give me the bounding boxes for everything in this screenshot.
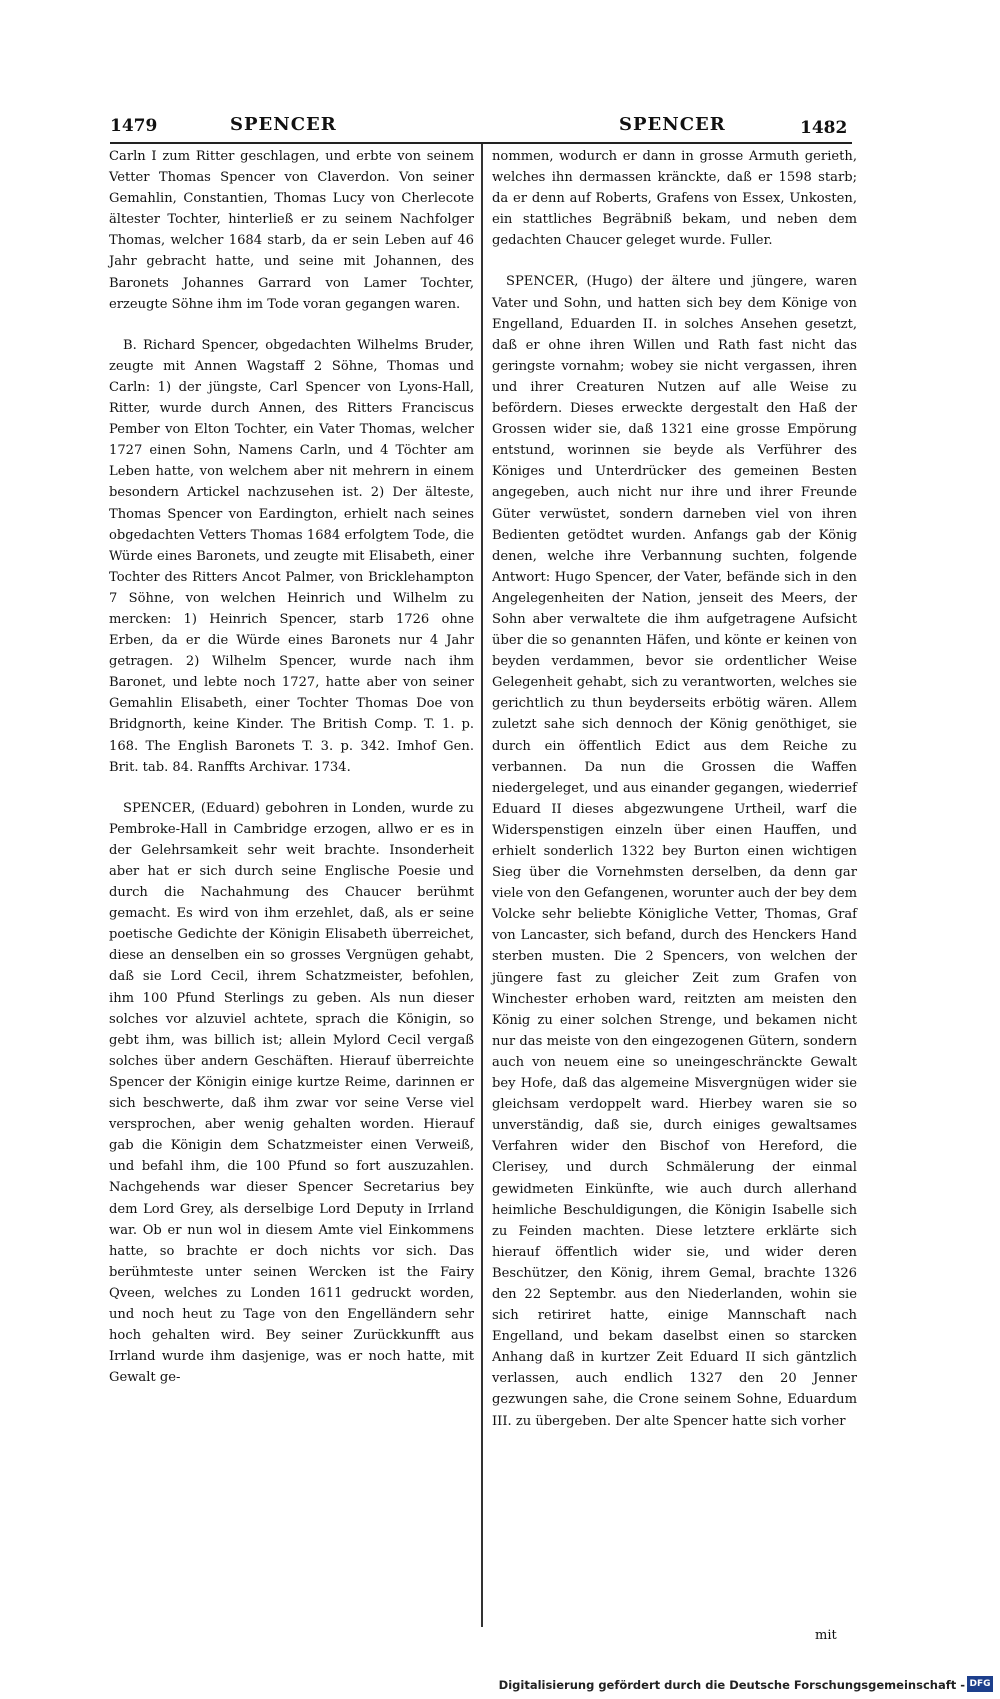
left-running-head: SPENCER (230, 114, 337, 135)
dfg-logo: DFG (967, 1676, 993, 1692)
right-column-paragraph-2: SPENCER, (Hugo) der ältere und jüngere, waren Vater und Sohn, und hatten sich bey dem Könige von Engelland, Eduarden II. in solches Ansehen gesetzt, daß er ohne ihren Willen und Rath fast nicht das geringste vornahm; wobey sie nicht vergassen, ihren und ihrer Creaturen Nutzen auf alle Weise zu befördern. Dieses erweckte dergestalt den Haß der Grossen wider sie, daß 1321 eine grosse Empörung entstund, worinnen sie beyde als Verführer des Königes und Unterdrücker des gemeinen Besten angegeben, auch nicht nur ihre und ihrer Freunde Güter verwüstet, sondern darneben viel von ihren Bedienten getödtet wurden. Anfangs gab der König denen, welche ihre Verbannung suchten, folgende Antwort: Hugo Spencer, der Vater, befände sich in den Angelegenheiten der Nation, jenseit des Meers, der Sohn aber verwaltete die ihm aufgetragene Aufsicht über die so genannten Häfen, und könte er keinen von beyden verdammen, bevor sie ordentlicher Weise Gelegenheit gehabt, sich zu verantworten, welches sie gerichtlich zu thun beyderseits erbötig wären. Allem zuletzt sahe sich dennoch der König genöthiget, sie durch ein öffentlich Edict aus dem Reiche zu verbannen. Da nun die Grossen die Waffen niedergeleget, und aus einander gegangen, wiederrief Eduard II dieses abgezwungene Urtheil, warf die Widerspenstigen einzeln über einen Hauffen, und erhielt sonderlich 1322 bey Burton einen wichtigen Sieg über die Vornehmsten derselben, da denn gar viele von den Gefangenen, worunter auch der bey dem Volcke sehr beliebte Königliche Vetter, Thomas, Graf von Lancaster, sich befand, durch des Henckers Hand sterben musten. Die 2 Spencers, von welchen der jüngere fast zu gleicher Zeit zum Grafen von Winchester erhoben ward, reitzten am meisten den König zu einer solchen Strenge, und bekamen nicht nur das meiste von den eingezogenen Gütern, sondern auch von neuem eine so uneingeschränckte Gewalt bey Hofe, daß das algemeine Misvergnügen wider sie gleichsam verdoppelt ward. Hierbey waren sie so unverständig, daß sie, durch einiges gewaltsames Verfahren wider den Bischof von Hereford, die Clerisey, und durch Schmälerung der einmal gewidmeten Einkünfte, wie auch durch allerhand heimliche Beschuldigungen, die Königin Isabelle sich zu Feinden machten. Diese letztere erklärte sich hierauf öffentlich wider sie, und wider deren Beschützer, den König, ihrem Gemal, brachte 1326 den 22 Septembr. aus den Niederlanden, wohin sie sich retiriret hatte, einige Mannschaft nach Engelland, und bekam daselbst einen so starcken Anhang daß in kurtzer Zeit Eduard II sich gäntzlich verlassen, auch endlich 1327 den 20 Jenner gezwungen sahe, die Crone seinem Sohne, Eduardum III. zu übergeben. Der alte Spencer hatte sich vorher (492, 274, 858, 1429)
left-column-paragraph-3: SPENCER, (Eduard) gebohren in Londen, wurde zu Pembroke-Hall in Cambridge erzogen, allwo er es in der Gelehrsamkeit sehr weit brachte. Insonderheit aber hat er sich durch seine Englische Poesie und durch die Nachahmung des Chaucer berühmt gemacht. Es wird von ihm erzehlet, daß, als er seine poetische Gedichte der Königin Elisabeth überreichet, diese an denselben ein so grosses Vergnügen gehabt, daß sie Lord Cecil, ihrem Schatzmeister, befohlen, ihm 100 Pfund Sterlings zu geben. Als nun dieser solches vor alzuviel achtete, sprach die Königin, so gebt ihm, was billich ist; allein Mylord Cecil vergaß solches über andern Geschäften. Hierauf überreichte Spencer der Königin einige kurtze Reime, darinnen er sich beschwerte, daß ihm zwar vor seine Verse viel versprochen, aber wenig gehalten worden. Hierauf gab die Königin dem Schatzmeister einen Verweiß, und befahl ihm, die 100 Pfund so fort auszuzahlen. Nachgehends war dieser Spencer Secretarius bey dem Lord Grey, als derselbige Lord Deputy in Irrland war. Ob er nun wol in diesem Amte viel Einkommens hatte, so brachte er doch nichts vor sich. Das berühmteste unter seinen Wercken ist the Fairy Qveen, welches zu Londen 1611 gedruckt worden, und noch heut zu Tage von den Engelländern sehr hoch gehalten wird. Bey seiner Zurückkunfft aus Irrland wurde ihm dasjenige, was er noch hatte, mit Gewalt ge- (109, 800, 474, 1386)
footer (498, 1676, 993, 1694)
column-divider (481, 144, 483, 1627)
page-header (110, 112, 870, 140)
left-column (109, 146, 474, 1388)
left-column-paragraph-1: Carln I zum Ritter geschlagen, und erbte von seinem Vetter Thomas Spencer von Claverdon. Von seiner Gemahlin, Constantien, Thomas Lucy von Cherlecote ältester Tochter, hinterließ er zu seinem Nachfolger Thomas, welcher 1684 starb, da er sein Leben auf 46 Jahr gebracht hatte, und seine mit Johannen, des Baronets Johannes Garrard von Lamer Tochter, erzeugte Söhne ihm im Tode voran gegangen waren. (109, 149, 474, 312)
left-column-paragraph-2: B. Richard Spencer, obgedachten Wilhelms Bruder, zeugte mit Annen Wagstaff 2 Söhne, Thomas und Carln: 1) der jüngste, Carl Spencer von Lyons-Hall, Ritter, wurde durch Annen, des Ritters Franciscus Pember von Elton Tochter, ein Vater Thomas, welcher 1727 einen Sohn, Namens Carln, und 4 Töchter am Leben hatte, von welchem aber nit mehrern in einem besondern Artickel nachzusehen ist. 2) Der älteste, Thomas Spencer von Eardington, erhielt nach seines obgedachten Vetters Thomas 1684 erfolgtem Tode, die Würde eines Baronets, und zeugte mit Elisabeth, einer Tochter des Ritters Ancot Palmer, von Bricklehampton 7 Söhne, von welchen Heinrich und Wilhelm zu mercken: 1) Heinrich Spencer, starb 1726 ohne Erben, da er die Würde eines Baronets nur 4 Jahr getragen. 2) Wilhelm Spencer, wurde nach ihm Baronet, und lebte noch 1727, hatte aber von seiner Gemahlin Elisabeth, einer Tochter Thomas Doe von Bridgnorth, keine Kinder. The British Comp. T. 1. p. 168. The English Baronets T. 3. p. 342. Imhof Gen. Brit. tab. 84. Ranffts Archivar. 1734. (109, 337, 474, 775)
right-column-paragraph-1: nommen, wodurch er dann in grosse Armuth gerieth, welches ihn dermassen kränckte, daß er 1598 starb; da er denn auf Roberts, Grafens von Essex, Unkosten, ein stattliches Begräbniß bekam, und neben dem gedachten Chaucer geleget wurde. Fuller. (492, 149, 857, 249)
right-column (492, 146, 857, 1432)
footer-credit: Digitalisierung gefördert durch die Deutsche Forschungsgemeinschaft - (498, 1678, 965, 1692)
right-running-head: SPENCER (619, 114, 726, 135)
left-page-number: 1479 (110, 116, 158, 136)
right-page-number: 1482 (800, 118, 848, 138)
catchword: mit (815, 1628, 837, 1643)
